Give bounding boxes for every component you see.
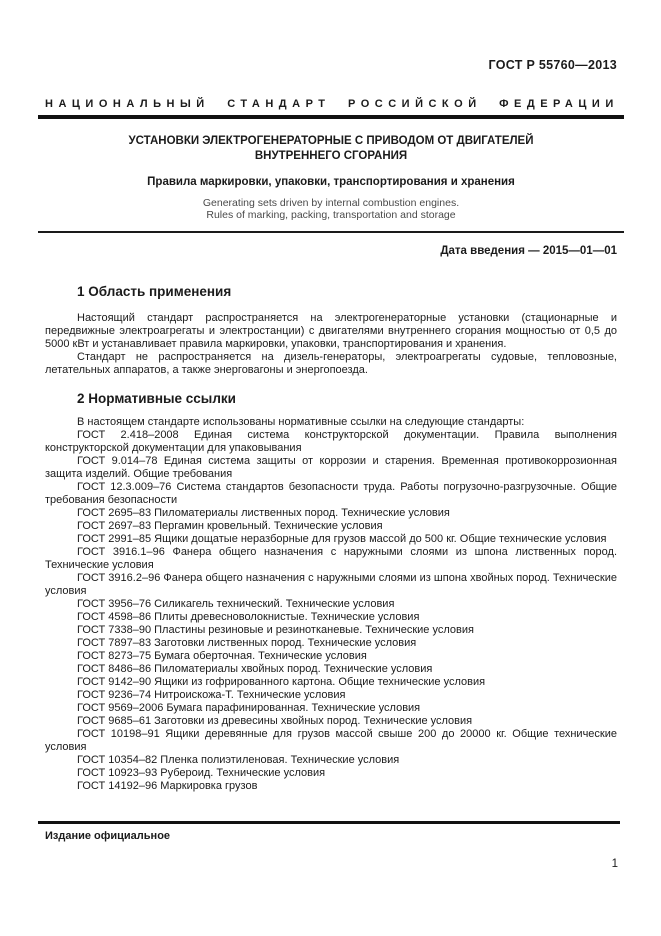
reference-item: ГОСТ 8486–86 Пиломатериалы хвойных пород. Технические условия xyxy=(77,663,433,675)
reference-item: ГОСТ 7338–90 Пластины резиновые и резинотканевые. Технические условия xyxy=(77,624,474,636)
reference-item: ГОСТ 2991–85 Ящики дощатые неразборные для грузов массой до 500 кг. Общие технические условия xyxy=(77,533,607,545)
page-footer xyxy=(38,821,620,870)
doc-title-ru xyxy=(45,134,617,164)
reference-item: ГОСТ 2697–83 Пергамин кровельный. Технические условия xyxy=(77,520,383,532)
reference-item: ГОСТ 3916.2–96 Фанера общего назначения с наружными слоями из шпона хвойных пород. Технические условия xyxy=(45,572,617,597)
effective-date: Дата введения — 2015—01—01 xyxy=(440,245,617,257)
reference-item: ГОСТ 9.014–78 Единая система защиты от коррозии и старения. Временная противокоррозионная защита изделий. Общие требования xyxy=(45,455,617,480)
reference-item: ГОСТ 9685–61 Заготовки из древесины хвойных пород. Технические условия xyxy=(77,715,473,727)
reference-item: ГОСТ 2.418–2008 Единая система конструкторской документации. Правила выполнения конструкторской документации для упаковывания xyxy=(45,429,617,454)
doc-title-en-line1: Generating sets driven by internal combustion engines. xyxy=(202,197,460,209)
reference-item: ГОСТ 12.3.009–76 Система стандартов безопасности труда. Работы погрузочно-разгрузочные. Общие требования безопасности xyxy=(45,481,617,506)
references-list xyxy=(45,429,617,793)
section-1-paragraph: Настоящий стандарт распространяется на электрогенераторные установки (стационарные и передвижные электроагрегаты и электростанции) с двигателями внутреннего сгорания мощностью от 0,5 до 5000 кВт и устанавливает правила маркировки, упаковки, транспортирования и хранения. xyxy=(45,312,617,350)
section-1-paragraph: Стандарт не распространяется на дизель-генераторы, электроагрегаты судовые, тепловозные, летательных аппаратов, а также энерговагоны и энергопоезда. xyxy=(45,351,617,376)
section-1-heading: 1 Область применения xyxy=(77,284,232,299)
doc-title-en-line2: Rules of marking, packing, transportation and storage xyxy=(206,209,456,221)
reference-item: ГОСТ 3956–76 Силикагель технический. Технические условия xyxy=(77,598,395,610)
page-number: 1 xyxy=(611,858,618,870)
footer-rule xyxy=(38,821,620,824)
reference-item: ГОСТ 10198–91 Ящики деревянные для грузов массой свыше 200 до 20000 кг. Общие технические условия xyxy=(45,728,617,753)
reference-item: ГОСТ 7897–83 Заготовки лиственных пород. Технические условия xyxy=(77,637,417,649)
reference-item: ГОСТ 2695–83 Пиломатериалы лиственных пород. Технические условия xyxy=(77,507,450,519)
section-2-intro: В настоящем стандарте использованы нормативные ссылки на следующие стандарты: xyxy=(77,416,525,428)
section-2-heading: 2 Нормативные ссылки xyxy=(77,391,236,406)
standard-type-banner: НАЦИОНАЛЬНЫЙ СТАНДАРТ РОССИЙСКОЙ ФЕДЕРАЦИИ xyxy=(45,98,619,110)
reference-item: ГОСТ 4598–86 Плиты древесноволокнистые. Технические условия xyxy=(77,611,420,623)
doc-title-ru-line2: ВНУТРЕННЕГО СГОРАНИЯ xyxy=(254,150,408,162)
reference-item: ГОСТ 14192–96 Маркировка грузов xyxy=(77,780,258,792)
header-rule xyxy=(38,115,624,119)
edition-note: Издание официальное xyxy=(45,830,171,842)
reference-item: ГОСТ 8273–75 Бумага оберточная. Технические условия xyxy=(77,650,367,662)
reference-item: ГОСТ 9142–90 Ящики из гофрированного картона. Общие технические условия xyxy=(77,676,486,688)
reference-item: ГОСТ 10923–93 Рубероид. Технические условия xyxy=(77,767,326,779)
reference-item: ГОСТ 9569–2006 Бумага парафинированная. Технические условия xyxy=(77,702,421,714)
doc-subtitle-ru: Правила маркировки, упаковки, транспортирования и хранения xyxy=(147,176,515,188)
title-separator-rule xyxy=(38,231,624,233)
reference-item: ГОСТ 3916.1–96 Фанера общего назначения с наружными слоями из шпона лиственных пород. Технические условия xyxy=(45,546,617,571)
reference-item: ГОСТ 9236–74 Нитроискожа-Т. Технические условия xyxy=(77,689,346,701)
doc-title-ru-line1: УСТАНОВКИ ЭЛЕКТРОГЕНЕРАТОРНЫЕ С ПРИВОДОМ ОТ ДВИГАТЕЛЕЙ xyxy=(128,135,534,147)
reference-item: ГОСТ 10354–82 Пленка полиэтиленовая. Технические условия xyxy=(77,754,400,766)
doc-number: ГОСТ Р 55760—2013 xyxy=(488,58,617,72)
doc-title-en xyxy=(45,197,617,221)
